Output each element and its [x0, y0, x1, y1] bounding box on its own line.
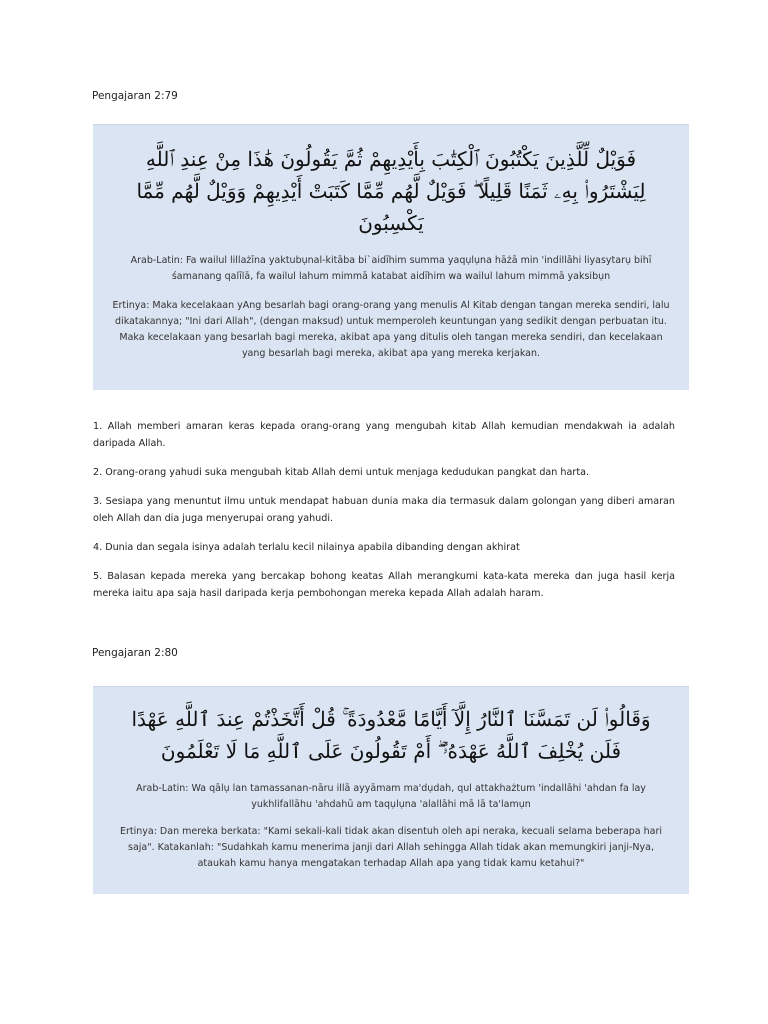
lesson-item: 2. Orang-orang yahudi suka mengubah kitab Allah demi untuk menjaga kedudukan pangkat dan harta. [93, 467, 590, 478]
arabic-verse: وَقَالُوا۟ لَن تَمَسَّنَا ٱلنَّارُ إِلَّآ أَيَّامًا مَّعْدُودَةً ۚ قُلْ أَتَّخَذْتُمْ عِندَ ٱللَّهِ عَهْدًا فَلَن يُخْلِفَ ٱللَّهُ عَهْدَهُۥٓ ۖ أَمْ تَقُولُونَ عَلَى ٱللَّهِ مَا لَا تَعْلَمُونَ [131, 707, 651, 763]
arab-latin-transliteration: Arab-Latin: Wa qālụ lan tamassanan-nāru illā ayyāmam ma'dụdah, qul attakhażtum 'indallāhi 'ahdan fa lay yukhlifallāhu 'ahdahū am taqụlụna 'alallāhi mā lā ta'lamụn [136, 783, 646, 810]
section-heading-2-80: Pengajaran 2:80 [92, 647, 178, 659]
section-heading-2-79: Pengajaran 2:79 [92, 90, 178, 102]
arab-latin-transliteration: Arab-Latin: Fa wailul lillażīna yaktubụnal-kitāba bi`aidīhim summa yaqụlụna hāżā min 'indillāhi liyasytarụ bihī śamanang qalīlā, fa wailul lahum mimmā katabat aidīhim wa wailul lahum mimmā yaksibụn [130, 255, 652, 282]
verse-box-2-79 [93, 124, 689, 390]
lesson-list [93, 418, 675, 602]
verse-translation: Ertinya: Maka kecelakaan yAng besarlah bagi orang-orang yang menulis Al Kitab dengan tangan mereka sendiri, lalu dikatakannya; "Ini dari Allah", (dengan maksud) untuk memperoleh keuntungan yang sedikit dengan perbuatan itu. Maka kecelakaan yang besarlah bagi mereka, akibat apa yang ditulis oleh tangan mereka sendiri, dan kecelakaan yang besarlah bagi mereka, akibat apa yang mereka kerjakan. [112, 300, 670, 359]
arabic-verse: فَوَيْلٌ لِّلَّذِينَ يَكْتُبُونَ ٱلْكِتَٰبَ بِأَيْدِيهِمْ ثُمَّ يَقُولُونَ هَٰذَا مِنْ عِندِ ٱللَّهِ لِيَشْتَرُوا۟ بِهِۦ ثَمَنًا قَلِيلًا ۖ فَوَيْلٌ لَّهُم مِّمَّا كَتَبَتْ أَيْدِيهِمْ وَوَيْلٌ لَّهُم مِّمَّا يَكْسِبُونَ [136, 147, 646, 235]
lesson-item: 1. Allah memberi amaran keras kepada orang-orang yang mengubah kitab Allah kemudian mendakwah ia adalah daripada Allah. [93, 421, 675, 449]
verse-translation: Ertinya: Dan mereka berkata: "Kami sekali-kali tidak akan disentuh oleh api neraka, kecuali selama beberapa hari saja". Katakanlah: "Sudahkah kamu menerima janji dari Allah sehingga Allah tidak akan memungkiri janji-Nya, ataukah kamu hanya mengatakan terhadap Allah apa yang tidak kamu ketahui?" [119, 826, 663, 869]
lesson-item: 4. Dunia dan segala isinya adalah terlalu kecil nilainya apabila dibanding dengan akhirat [93, 542, 520, 553]
lesson-item: 3. Sesiapa yang menuntut ilmu untuk mendapat habuan dunia maka dia termasuk dalam golongan yang diberi amaran oleh Allah dan dia juga menyerupai orang yahudi. [93, 496, 675, 524]
verse-box-2-80 [93, 686, 689, 894]
lesson-item: 5. Balasan kepada mereka yang bercakap bohong keatas Allah merangkumi kata-kata mereka dan juga hasil kerja mereka iaitu apa saja hasil daripada kerja pembohongan mereka kepada Allah adalah haram. [93, 571, 675, 599]
